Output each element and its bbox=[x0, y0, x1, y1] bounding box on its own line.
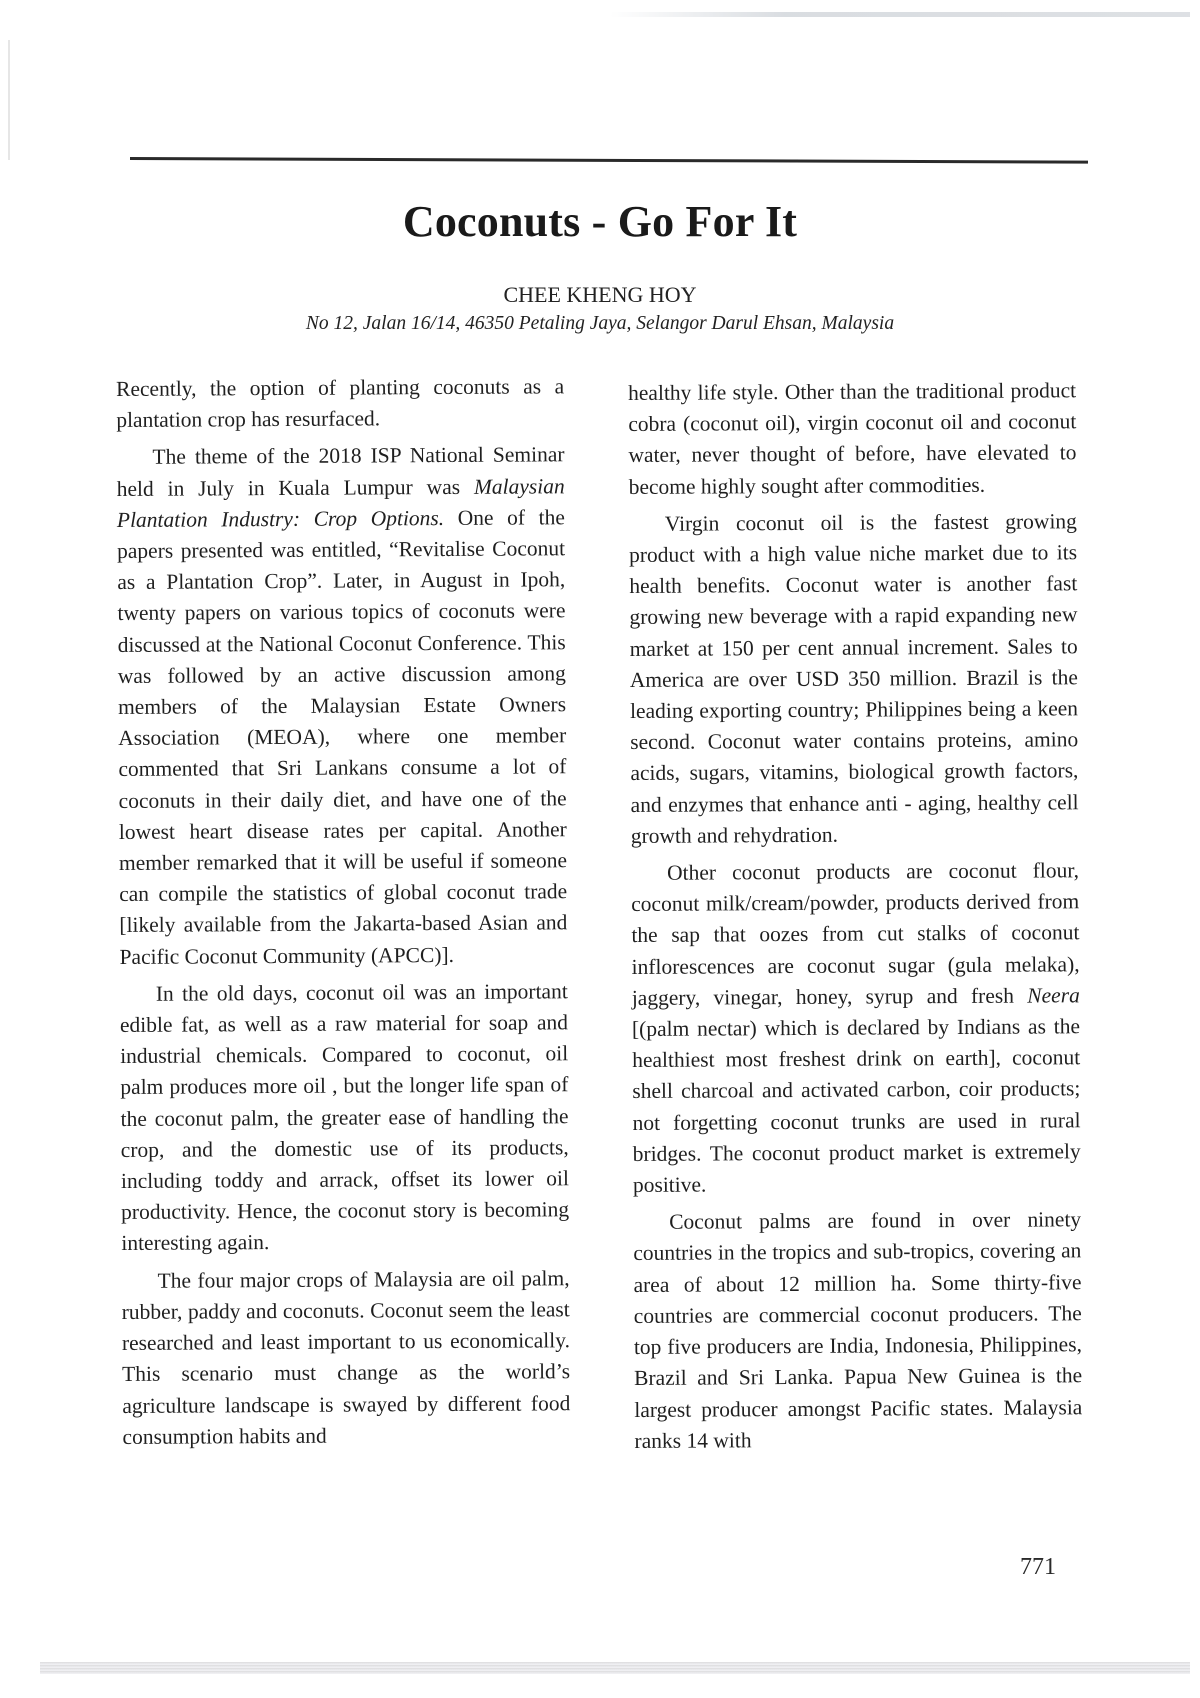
paragraph: healthy life style. Other than the traditional product cobra (coconut oil), virgin coconut oil and coconut water, never thought of before, have elevated to become highly sought after commodities. bbox=[628, 378, 1077, 499]
paragraph: The four major crops of Malaysia are oil palm, rubber, paddy and coconuts. Coconut seem the least researched and least important to us economically. This scenario must change as the world’s agriculture landscape is swayed by different food consumption habits and bbox=[121, 1265, 571, 1449]
paragraph: Coconut palms are found in over ninety countries in the tropics and sub-tropics, covering an area of about 12 million ha. Some thirty-five countries are commercial coconut producers. The top five producers are India, Indonesia, Philippines, Brazil and Sri Lanka. Papua New Guinea is the largest producer amongst Pacific states. Malaysia ranks 14 with bbox=[633, 1207, 1083, 1453]
author-name: CHEE KHENG HOY bbox=[503, 282, 697, 307]
paragraph: Other coconut products are coconut flour, coconut milk/cream/powder, products derived from the sap that oozes from cut stalks of coconut inflorescences are coconut sugar (gula melaka), jaggery, vinegar, honey, syrup and fresh Neera [(palm nectar) which is declared by Indians as the healthiest most freshest drink on earth], coconut shell charcoal and activated carbon, coir products; not forgetting coconut trunks are used in rural bridges. The coconut product market is extremely positive. bbox=[631, 858, 1081, 1198]
paragraph: The theme of the 2018 ISP National Seminar held in July in Kuala Lumpur was Malaysian Plantation Industry: Crop Options. One of the papers presented was entitled, “Revitalise Coconut as a Plantation Crop”. Later, in August in Ipoh, twenty papers on various topics of coconuts were discussed at the National Coconut Conference. This was followed by an active discussion among members of the Malaysian Estate Owners Association (MEOA), where one member commented that Sri Lankans consume a lot of coconuts in their daily diet, and have one of the lowest heart disease rates per capital. Another member remarked that it will be useful if someone can compile the statistics of global coconut trade [likely available from the Jakarta-based Asian and Pacific Coconut Community (APCC)]. bbox=[116, 442, 568, 969]
scan-artifact-left bbox=[8, 40, 10, 160]
header-rule bbox=[130, 157, 1088, 164]
author-address: No 12, Jalan 16/14, 46350 Petaling Jaya, Selangor Darul Ehsan, Malaysia bbox=[305, 313, 895, 334]
right-column bbox=[628, 375, 1083, 1463]
page-number: 771 bbox=[1020, 1554, 1056, 1580]
left-column bbox=[116, 371, 571, 1459]
article-title: Coconuts - Go For It bbox=[402, 197, 798, 246]
scan-artifact-top bbox=[610, 12, 1190, 17]
paragraph: Recently, the option of planting coconuts as a plantation crop has resurfaced. bbox=[116, 374, 565, 433]
paragraph: Virgin coconut oil is the fastest growing product with a high value niche market due to its health benefits. Coconut water is another fast growing new beverage with a rapid expanding new market at 150 per cent annual increment. Sales to America are over USD 350 million. Brazil is the leading exporting country; Philippines being a keen second. Coconut water contains proteins, amino acids, sugars, vitamins, biological growth factors, and enzymes that enhance anti - aging, healthy cell growth and rehydration. bbox=[629, 509, 1079, 848]
scan-artifact-bottom bbox=[40, 1662, 1190, 1674]
paragraph: In the old days, coconut oil was an important edible fat, as well as a raw material for soap and industrial chemicals. Compared to coconut, oil palm produces more oil , but the longer life span of the coconut palm, the greater ease of handling the crop, and the domestic use of its products, including toddy and arrack, offset its lower oil productivity. Hence, the coconut story is becoming interesting again. bbox=[119, 979, 570, 1256]
